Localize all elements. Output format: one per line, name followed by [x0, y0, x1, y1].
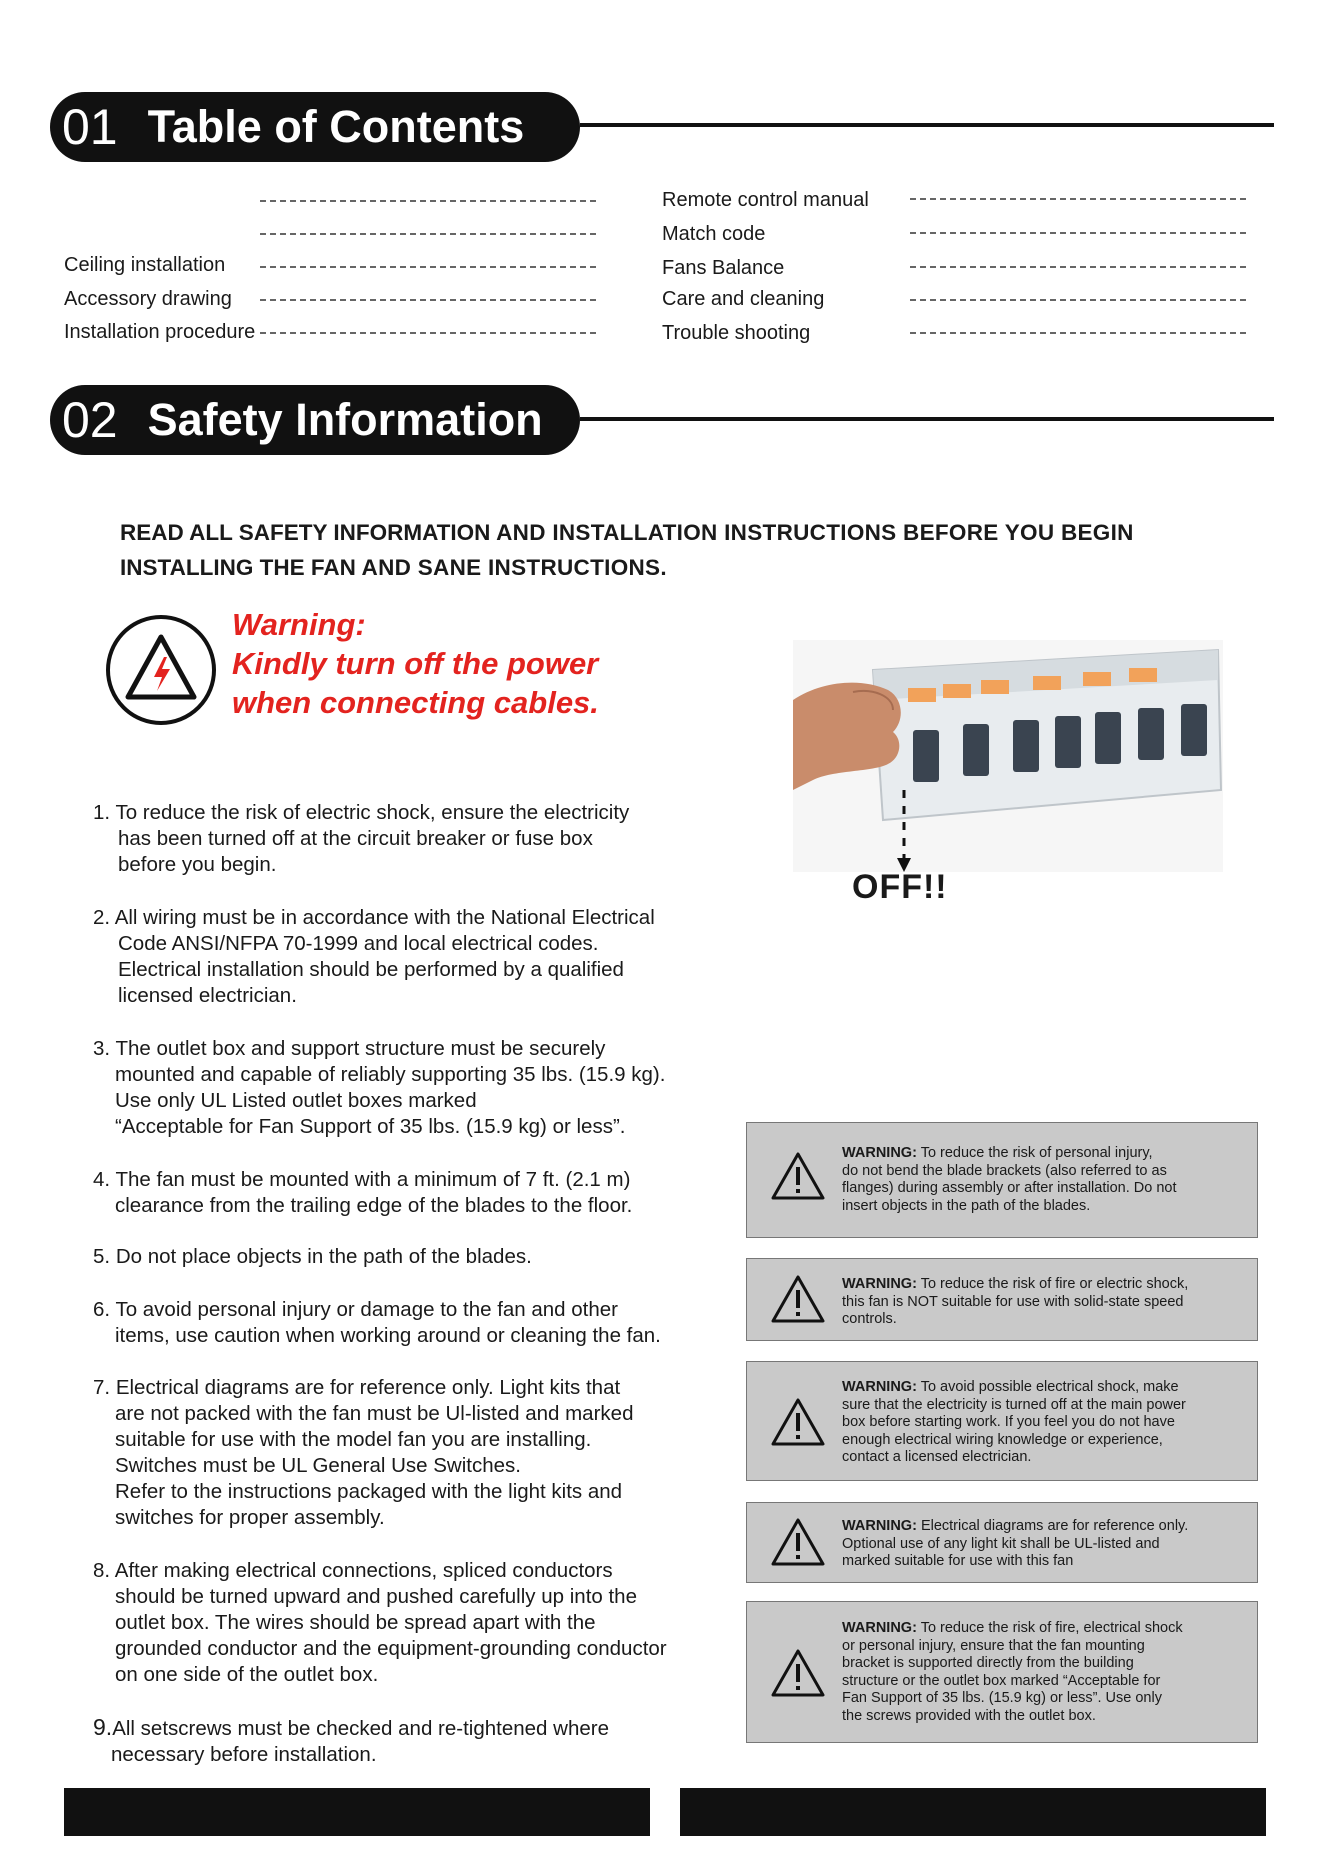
toc-leader [910, 332, 1246, 334]
item-number: 5. [93, 1245, 111, 1268]
warning-line: Fan Support of 35 lbs. (15.9 kg) or less”. Use only [842, 1690, 1162, 1706]
section-title: Table of Contents [147, 101, 525, 152]
warning-line: sure that the electricity is turned off at the main power [842, 1396, 1186, 1413]
headline-bold: INSTALLING THE FAN [120, 555, 356, 580]
list-item [93, 1167, 753, 1219]
item-number: 4. [93, 1168, 111, 1191]
off-label: OFF!! [852, 868, 948, 906]
section-number: 01 [62, 99, 118, 155]
warning-line: marked suitable for use with this fan [842, 1553, 1074, 1569]
toc-leader [910, 299, 1246, 301]
toc-item[interactable]: Fans Balance [662, 257, 785, 279]
toc-leader [260, 332, 596, 334]
list-item [93, 1036, 753, 1140]
toc-leader [260, 299, 596, 301]
warning-line: Optional use of any light kit shall be UL-listed and [842, 1535, 1160, 1552]
caution-triangle-icon [771, 1151, 825, 1201]
caution-triangle-icon [771, 1648, 825, 1698]
warning-box [746, 1258, 1258, 1341]
warning-line: when connecting cables. [232, 685, 599, 720]
item-line: outlet box. The wires should be spread apart with the [115, 1611, 596, 1634]
footer-bar-right [680, 1788, 1266, 1836]
item-line: on one side of the outlet box. [115, 1663, 379, 1686]
warning-line: To reduce the risk of personal injury, [916, 1145, 1153, 1161]
warning-line: the screws provided with the outlet box. [842, 1707, 1096, 1724]
section-header-toc [50, 92, 580, 162]
headline-rest: AND INSTALLATION INSTRUCTIONS BEFORE YOU BEGIN [490, 520, 1134, 545]
section-rule [580, 417, 1274, 421]
item-number: 8. [93, 1559, 111, 1582]
toc-item[interactable]: Ceiling installation [64, 254, 226, 276]
item-line: clearance from the trailing edge of the blades to the floor. [115, 1194, 633, 1217]
item-line: The outlet box and support structure must be securely [115, 1037, 606, 1060]
item-line: has been turned off at the circuit breaker or fuse box [118, 827, 593, 850]
headline-rest: AND SANE INSTRUCTIONS. [355, 555, 667, 580]
item-number: 2. [93, 906, 111, 929]
item-line: necessary before installation. [111, 1743, 377, 1766]
toc-leader [260, 266, 596, 268]
item-number: 9. [93, 1714, 113, 1740]
warning-label: WARNING: [842, 1620, 917, 1636]
item-line: before you begin. [118, 853, 277, 876]
footer-bar-left [64, 1788, 650, 1836]
safety-headline [120, 515, 1240, 585]
warning-box [746, 1122, 1258, 1238]
item-line: Use only UL Listed outlet boxes marked [115, 1089, 477, 1112]
item-line: To reduce the risk of electric shock, ensure the electricity [115, 801, 630, 824]
item-line: All setscrews must be checked and re-tightened where [112, 1717, 609, 1740]
toc-leader [910, 198, 1246, 200]
warning-title: Warning: [232, 607, 366, 642]
warning-line: bracket is supported directly from the building [842, 1655, 1134, 1671]
warning-line: Kindly turn off the power [232, 646, 599, 681]
warning-line: box before starting work. If you feel you do not have [842, 1414, 1175, 1430]
warning-line: Electrical diagrams are for reference only. [916, 1518, 1189, 1534]
warning-box [746, 1601, 1258, 1743]
warning-label: WARNING: [842, 1276, 917, 1292]
toc-leader [260, 200, 596, 202]
toc-item[interactable]: Remote control manual [662, 189, 869, 211]
item-line: Code ANSI/NFPA 70-1999 and local electrical codes. [118, 932, 599, 955]
warning-line: contact a licensed electrician. [842, 1449, 1032, 1465]
warning-box [746, 1361, 1258, 1481]
item-line: mounted and capable of reliably supporting 35 lbs. (15.9 kg). [115, 1063, 666, 1086]
list-item [93, 1244, 753, 1270]
warning-line: To avoid possible electrical shock, make [916, 1379, 1179, 1395]
item-line: After making electrical connections, spliced conductors [114, 1559, 613, 1582]
toc-item[interactable]: Installation procedure [64, 321, 256, 343]
warning-box [746, 1502, 1258, 1583]
item-number: 3. [93, 1037, 111, 1060]
item-line: Electrical installation should be performed by a qualified [118, 958, 624, 981]
caution-triangle-icon [771, 1274, 825, 1324]
headline-bold: READ ALL SAFETY INFORMATION [120, 520, 491, 545]
section-rule [580, 123, 1274, 127]
item-line: licensed electrician. [118, 984, 297, 1007]
item-line: switches for proper assembly. [115, 1506, 385, 1529]
item-line: Switches must be UL General Use Switches. [115, 1454, 521, 1477]
warning-line: or personal injury, ensure that the fan mounting [842, 1637, 1145, 1654]
item-line: Do not place objects in the path of the blades. [115, 1245, 532, 1268]
list-item [93, 1375, 753, 1531]
list-item [93, 905, 753, 1009]
toc-item[interactable]: Trouble shooting [662, 322, 811, 344]
item-line: All wiring must be in accordance with the National Electrical [114, 906, 655, 929]
toc-item[interactable]: Accessory drawing [64, 288, 232, 310]
warning-label: WARNING: [842, 1379, 917, 1395]
item-line: To avoid personal injury or damage to the fan and other [115, 1298, 619, 1321]
list-item [93, 800, 753, 878]
list-item [93, 1558, 753, 1688]
item-line: “Acceptable for Fan Support of 35 lbs. (15.9 kg) or less”. [115, 1115, 626, 1138]
item-line: should be turned upward and pushed carefully up into the [115, 1585, 637, 1608]
toc-item[interactable]: Care and cleaning [662, 288, 825, 310]
warning-label: WARNING: [842, 1145, 917, 1161]
item-number: 6. [93, 1298, 111, 1321]
item-line: are not packed with the fan must be Ul-listed and marked [115, 1402, 634, 1425]
warning-line: controls. [842, 1311, 897, 1327]
circuit-breaker-photo [793, 640, 1223, 872]
warning-label: WARNING: [842, 1518, 917, 1534]
item-line: suitable for use with the model fan you are installing. [115, 1428, 592, 1451]
warning-line: insert objects in the path of the blades. [842, 1197, 1091, 1214]
warning-line: this fan is NOT suitable for use with solid-state speed [842, 1293, 1184, 1310]
warning-line: flanges) during assembly or after installation. Do not [842, 1180, 1177, 1196]
warning-line: structure or the outlet box marked “Acceptable for [842, 1672, 1161, 1689]
electric-hazard-icon [106, 615, 216, 725]
toc-leader [910, 266, 1246, 268]
item-number: 7. [93, 1376, 111, 1399]
section-number: 02 [62, 392, 118, 448]
item-line: The fan must be mounted with a minimum of 7 ft. (2.1 m) [115, 1168, 631, 1191]
toc-leader [260, 233, 596, 235]
caution-triangle-icon [771, 1397, 825, 1447]
item-line: items, use caution when working around or cleaning the fan. [115, 1324, 661, 1347]
warning-line: do not bend the blade brackets (also referred to as [842, 1162, 1167, 1179]
section-title: Safety Information [147, 394, 543, 445]
caution-triangle-icon [771, 1517, 825, 1567]
toc-item[interactable]: Match code [662, 223, 766, 245]
warning-line: To reduce the risk of fire, electrical shock [916, 1620, 1183, 1636]
item-line: grounded conductor and the equipment-grounding conductor [115, 1637, 667, 1660]
item-line: Electrical diagrams are for reference only. Light kits that [115, 1376, 621, 1399]
warning-callout [232, 605, 599, 722]
warning-line: enough electrical wiring knowledge or experience, [842, 1431, 1163, 1448]
item-line: Refer to the instructions packaged with the light kits and [115, 1480, 623, 1503]
item-number: 1. [93, 801, 111, 824]
list-item [93, 1297, 753, 1349]
warning-line: To reduce the risk of fire or electric shock, [916, 1276, 1189, 1292]
toc-leader [910, 232, 1246, 234]
list-item [93, 1714, 753, 1768]
section-header-safety [50, 385, 580, 455]
